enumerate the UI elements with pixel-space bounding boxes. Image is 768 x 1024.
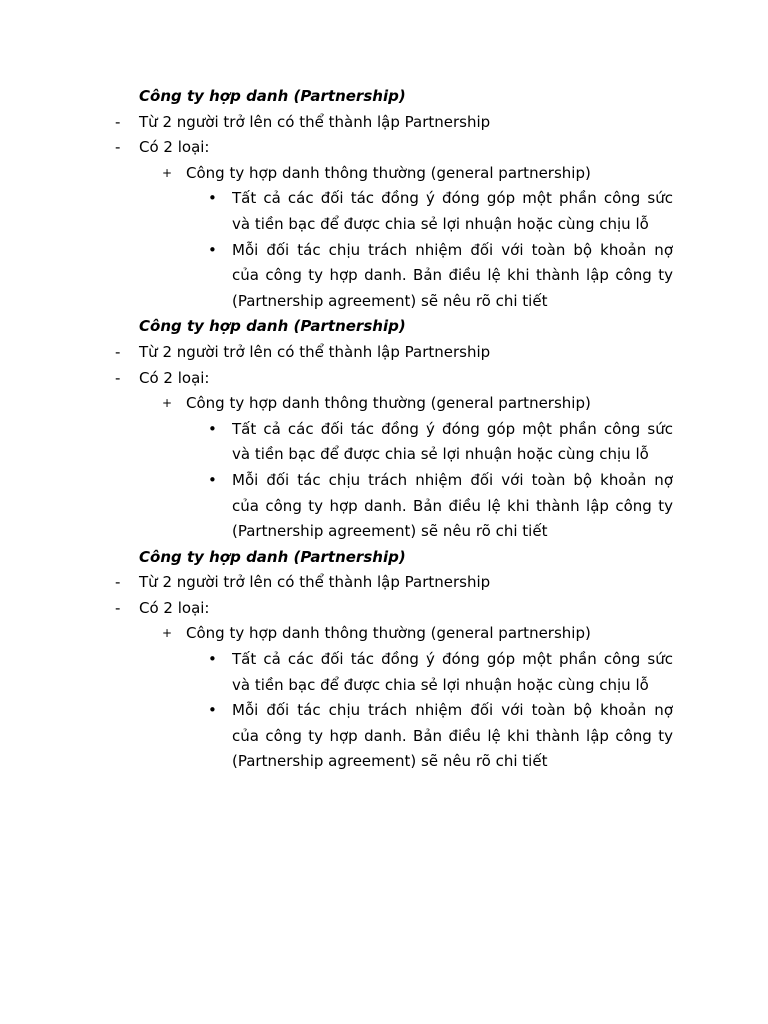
list-item-text: Có 2 loại: bbox=[139, 598, 210, 617]
bullet-text-line: của công ty hợp danh. Bản điều lệ khi thành lập công ty bbox=[232, 266, 673, 285]
list-item-text: Từ 2 người trở lên có thể thành lập Partnership bbox=[139, 112, 491, 131]
sub-list-item-text: Công ty hợp danh thông thường (general partnership) bbox=[186, 624, 591, 643]
dash-marker: - bbox=[115, 112, 121, 131]
bullet-text-line: Mỗi đối tác chịu trách nhiệm đối với toàn bộ khoản nợ bbox=[232, 470, 673, 489]
dash-marker: - bbox=[115, 138, 121, 157]
bullet-continuation bbox=[0, 673, 768, 699]
list-item bbox=[0, 596, 768, 622]
list-item bbox=[0, 366, 768, 392]
dash-marker: - bbox=[115, 368, 121, 387]
bullet-continuation bbox=[0, 442, 768, 468]
plus-marker: + bbox=[162, 165, 173, 180]
bullet-continuation bbox=[0, 289, 768, 315]
bullet-text-line: Mỗi đối tác chịu trách nhiệm đối với toàn bộ khoản nợ bbox=[232, 240, 673, 259]
list-item bbox=[0, 135, 768, 161]
bullet-marker: • bbox=[208, 419, 217, 438]
bullet-text-line: Tất cả các đối tác đồng ý đóng góp một phần công sức bbox=[232, 189, 673, 208]
dash-marker: - bbox=[115, 342, 121, 361]
bullet-marker: • bbox=[208, 240, 217, 259]
bullet-item bbox=[0, 468, 768, 494]
bullet-continuation bbox=[0, 519, 768, 545]
bullet-text-line: và tiền bạc để được chia sẻ lợi nhuận hoặc cùng chịu lỗ bbox=[232, 675, 649, 694]
bullet-text-line: Tất cả các đối tác đồng ý đóng góp một phần công sức bbox=[232, 650, 673, 669]
section-heading: Công ty hợp danh (Partnership) bbox=[139, 317, 406, 336]
bullet-text-line: (Partnership agreement) sẽ nêu rõ chi tiết bbox=[232, 752, 548, 771]
bullet-continuation bbox=[0, 749, 768, 775]
section bbox=[0, 84, 768, 314]
list-item bbox=[0, 110, 768, 136]
sub-list-item-text: Công ty hợp danh thông thường (general partnership) bbox=[186, 394, 591, 413]
dash-marker: - bbox=[115, 598, 121, 617]
dash-marker: - bbox=[115, 573, 121, 592]
bullet-marker: • bbox=[208, 650, 217, 669]
bullet-continuation bbox=[0, 724, 768, 750]
list-item bbox=[0, 340, 768, 366]
sub-list-item bbox=[0, 161, 768, 187]
bullet-item bbox=[0, 698, 768, 724]
bullet-item bbox=[0, 238, 768, 264]
list-item-text: Từ 2 người trở lên có thể thành lập Partnership bbox=[139, 342, 491, 361]
bullet-text-line: Tất cả các đối tác đồng ý đóng góp một phần công sức bbox=[232, 419, 673, 438]
section-heading: Công ty hợp danh (Partnership) bbox=[139, 87, 406, 105]
bullet-item bbox=[0, 186, 768, 212]
bullet-item bbox=[0, 417, 768, 443]
bullet-continuation bbox=[0, 212, 768, 238]
bullet-text-line: của công ty hợp danh. Bản điều lệ khi thành lập công ty bbox=[232, 726, 673, 745]
bullet-text-line: (Partnership agreement) sẽ nêu rõ chi tiết bbox=[232, 291, 548, 310]
bullet-text-line: và tiền bạc để được chia sẻ lợi nhuận hoặc cùng chịu lỗ bbox=[232, 214, 649, 233]
plus-marker: + bbox=[162, 626, 173, 641]
bullet-continuation bbox=[0, 494, 768, 520]
bullet-text-line: và tiền bạc để được chia sẻ lợi nhuận hoặc cùng chịu lỗ bbox=[232, 445, 649, 464]
bullet-text-line: (Partnership agreement) sẽ nêu rõ chi tiết bbox=[232, 522, 548, 541]
bullet-text-line: Mỗi đối tác chịu trách nhiệm đối với toàn bộ khoản nợ bbox=[232, 701, 673, 720]
list-item-text: Từ 2 người trở lên có thể thành lập Partnership bbox=[139, 573, 491, 592]
document-page bbox=[0, 84, 768, 775]
plus-marker: + bbox=[162, 396, 173, 411]
section-heading: Công ty hợp danh (Partnership) bbox=[139, 547, 406, 566]
bullet-item bbox=[0, 647, 768, 673]
sub-list-item bbox=[0, 621, 768, 647]
bullet-marker: • bbox=[208, 470, 217, 489]
sub-list-item-text: Công ty hợp danh thông thường (general partnership) bbox=[186, 163, 591, 182]
bullet-marker: • bbox=[208, 189, 217, 208]
bullet-marker: • bbox=[208, 701, 217, 720]
sub-list-item bbox=[0, 391, 768, 417]
list-item bbox=[0, 570, 768, 596]
bullet-text-line: của công ty hợp danh. Bản điều lệ khi thành lập công ty bbox=[232, 496, 673, 515]
bullet-continuation bbox=[0, 263, 768, 289]
list-item-text: Có 2 loại: bbox=[139, 368, 210, 387]
section bbox=[0, 545, 768, 775]
list-item-text: Có 2 loại: bbox=[139, 138, 210, 157]
section bbox=[0, 314, 768, 544]
